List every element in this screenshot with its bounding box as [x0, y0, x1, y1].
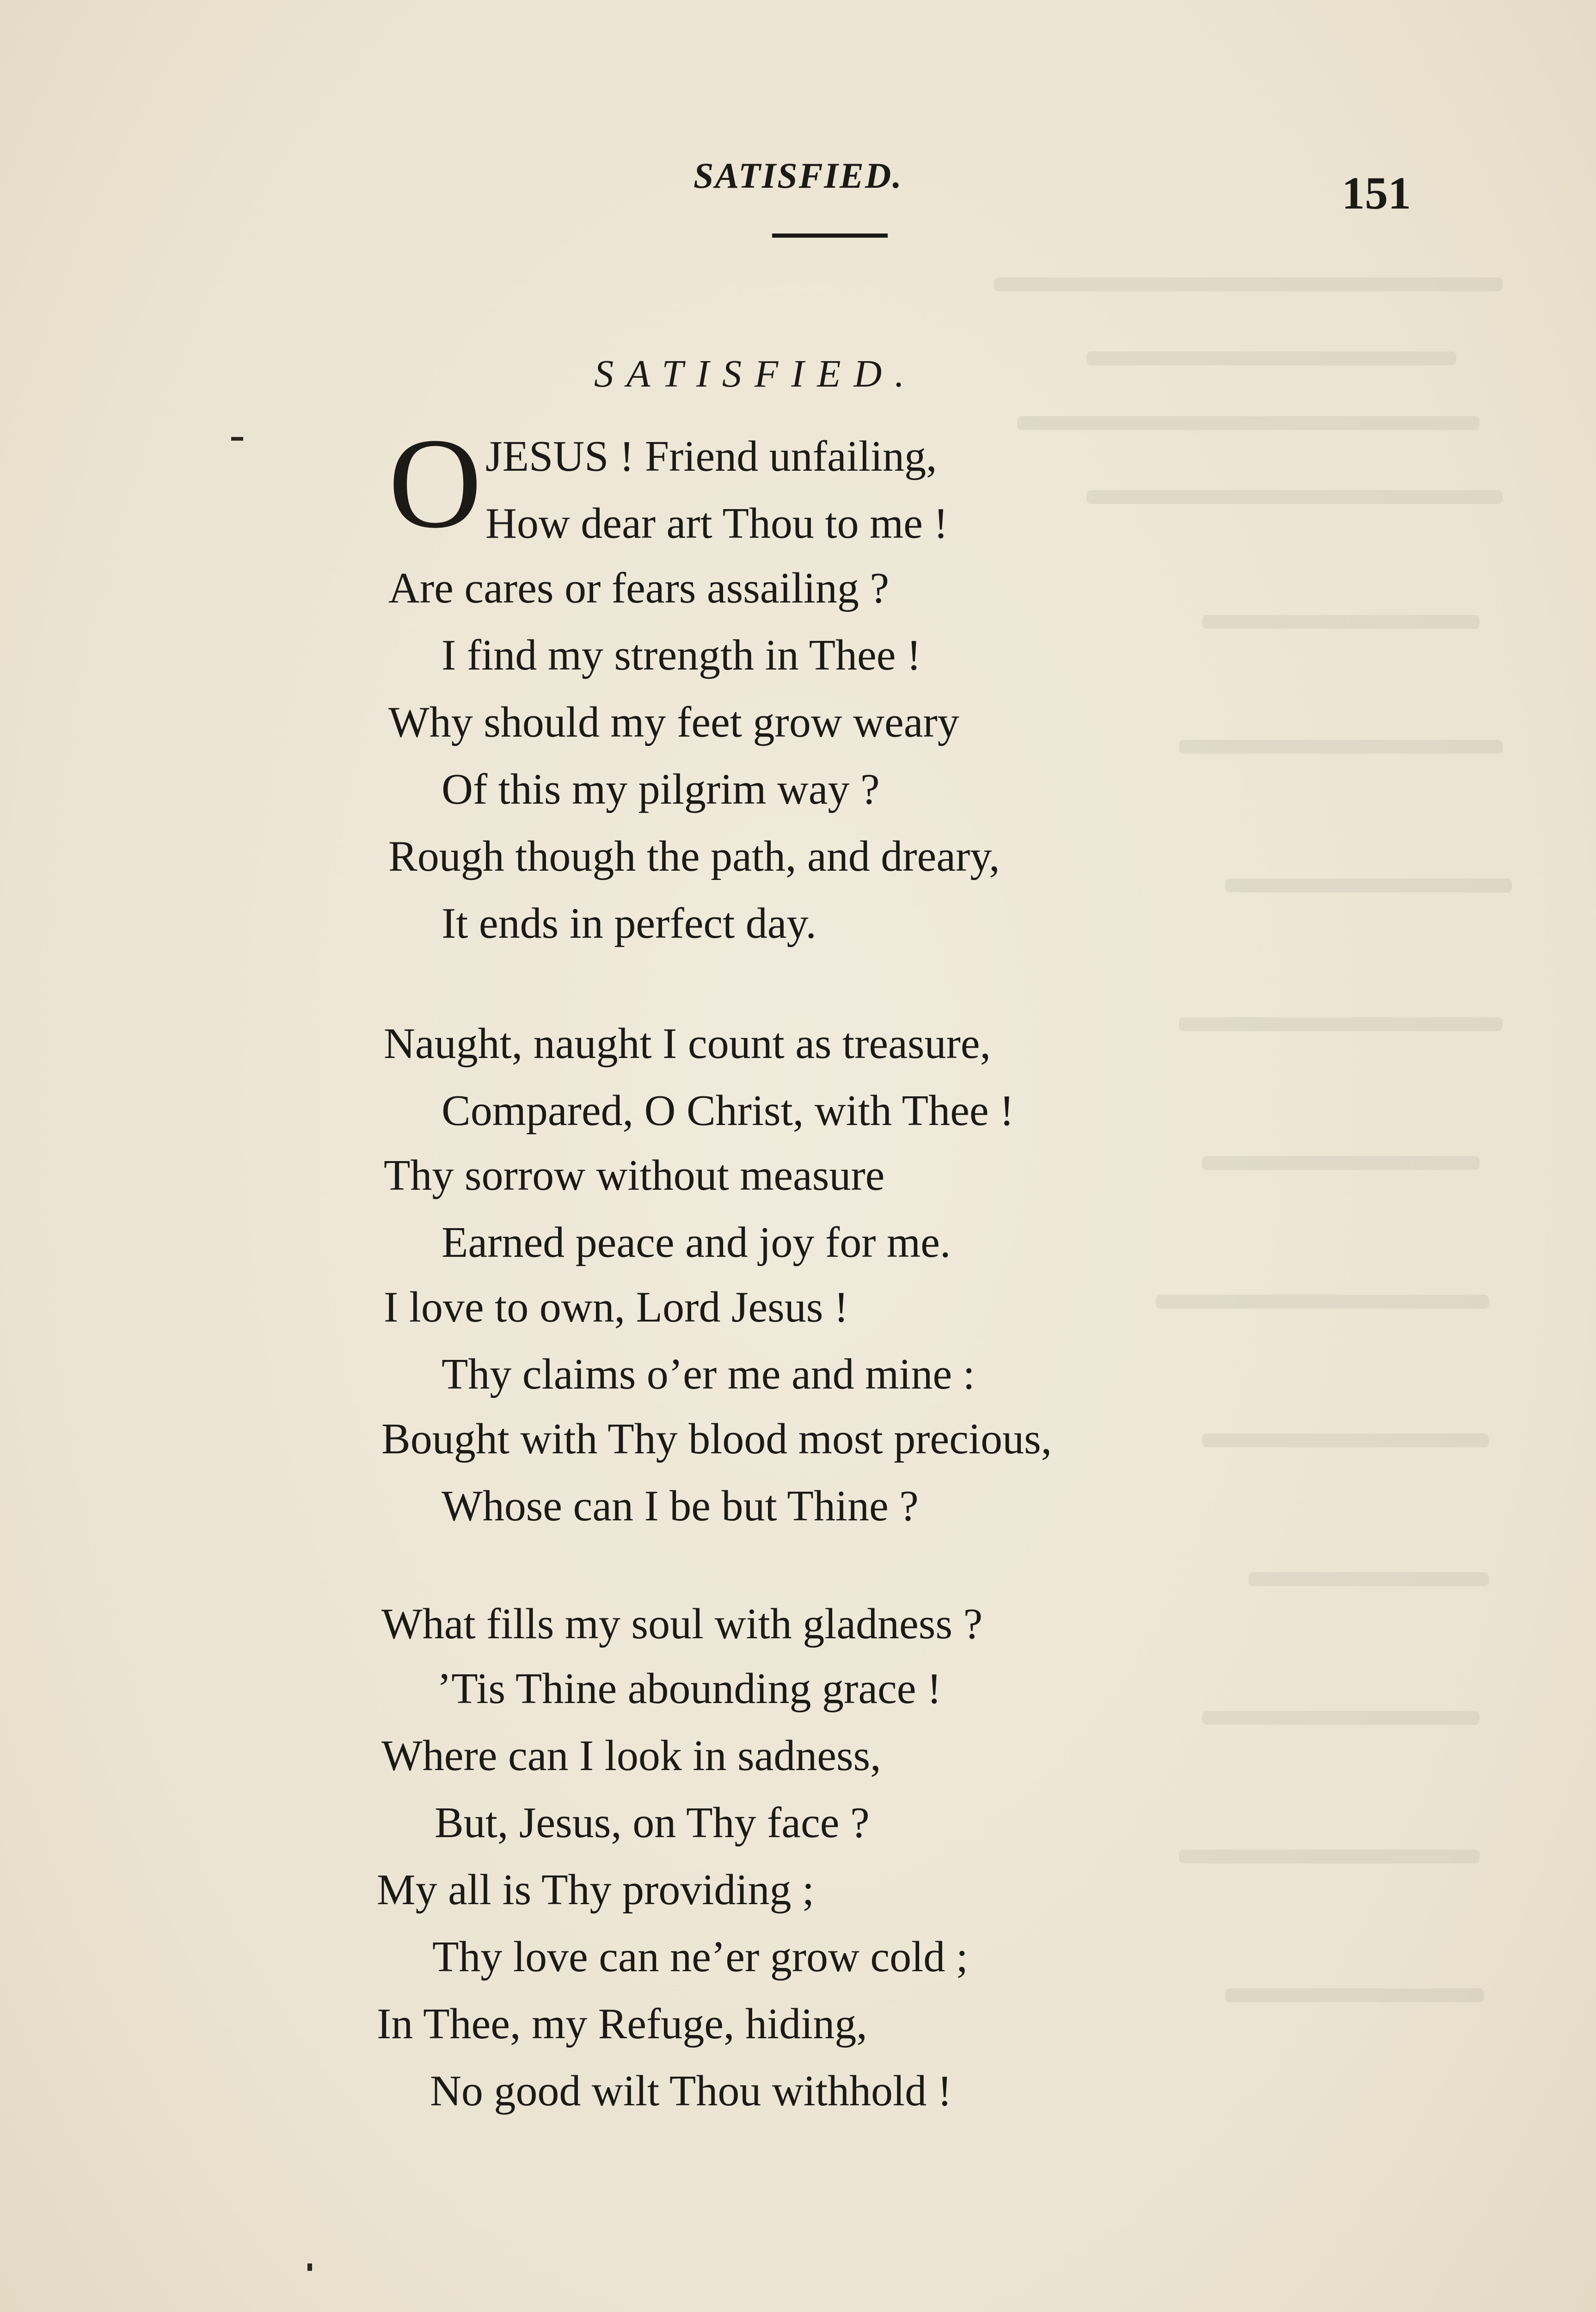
poem-line: Whose can I be but Thine ? [442, 1482, 919, 1530]
poem-line: It ends in perfect day. [442, 899, 816, 947]
poem-line: Earned peace and joy for me. [442, 1218, 951, 1267]
poem-line: Of this my pilgrim way ? [442, 765, 880, 813]
stray-ink-mark [231, 437, 243, 441]
poem-line: Bought with Thy blood most precious, [381, 1415, 1052, 1463]
poem-line: Thy love can ne’er grow cold ; [432, 1933, 968, 1981]
poem-line: Compared, O Christ, with Thee ! [442, 1087, 1014, 1135]
poem-line: But, Jesus, on Thy face ? [435, 1799, 870, 1847]
poem-line: In Thee, my Refuge, hiding, [377, 2000, 867, 2048]
poem-line: Thy sorrow without measure [384, 1151, 885, 1199]
stray-ink-dot [307, 2263, 312, 2271]
poem-line: I love to own, Lord Jesus ! [384, 1283, 849, 1331]
poem-line: Naught, naught I count as treasure, [384, 1020, 991, 1068]
poem-line: Rough though the path, and dreary, [388, 832, 1000, 880]
header-rule [772, 234, 888, 238]
poem-line: How dear art Thou to me ! [485, 499, 948, 547]
poem-line: No good wilt Thou withhold ! [430, 2067, 952, 2115]
page-number: 151 [1342, 167, 1411, 219]
poem-line: ’Tis Thine abounding grace ! [437, 1665, 942, 1713]
poem-line: Why should my feet grow weary [388, 698, 959, 746]
poem-line: Where can I look in sadness, [381, 1732, 881, 1780]
poem-line: My all is Thy providing ; [377, 1866, 815, 1914]
drop-cap: O [388, 411, 482, 555]
poem-line: Are cares or fears assailing ? [388, 564, 890, 612]
poem-line: I find my strength in Thee ! [442, 631, 921, 679]
poem-line: What fills my soul with gladness ? [381, 1600, 983, 1648]
running-head: SATISFIED. [694, 155, 903, 196]
poem-line: JESUS ! Friend unfailing, [485, 432, 937, 480]
poem-line: Thy claims o’er me and mine : [442, 1350, 975, 1398]
poem-title: SATISFIED. [594, 352, 918, 395]
